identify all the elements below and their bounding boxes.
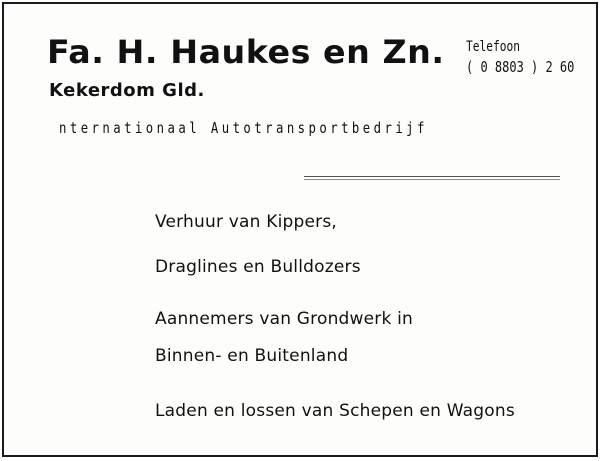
service-line: Aannemers van Grondwerk in xyxy=(155,309,414,329)
business-card xyxy=(2,2,598,457)
phone-label: Telefoon xyxy=(466,39,520,55)
service-line: Binnen- en Buitenland xyxy=(155,346,349,366)
company-name: Fa. H. Haukes en Zn. xyxy=(47,33,445,71)
service-line: Verhuur van Kippers, xyxy=(155,212,337,232)
service-line: Draglines en Bulldozers xyxy=(155,257,361,277)
phone-number: ( 0 8803 ) 2 60 xyxy=(466,58,575,76)
company-location: Kekerdom Gld. xyxy=(49,80,205,101)
company-tagline: nternationaal Autotransportbedrijf xyxy=(59,119,428,137)
service-line: Laden en lossen van Schepen en Wagons xyxy=(155,401,515,421)
divider-line xyxy=(304,179,560,180)
divider-line xyxy=(304,176,560,177)
